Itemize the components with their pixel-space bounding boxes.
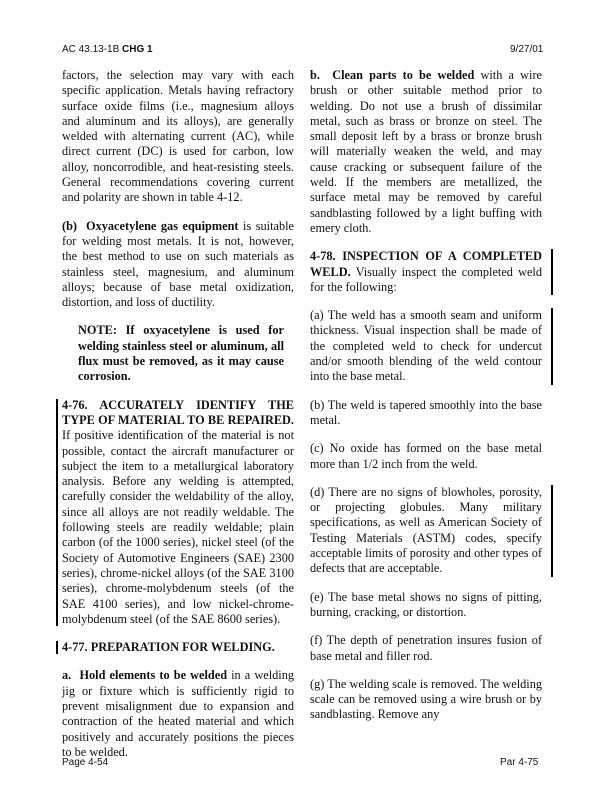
- section-4-78-text: [310, 249, 542, 295]
- section-4-78-heading: 4-78. INSPECTION OF A COMPLETED WELD.: [310, 249, 542, 279]
- item-d: (d) There are no signs of blowholes, porosity, or projecting globules. Many military specifications, as well as American Society of Testing Materials (ASTM) codes, specify acceptable limits of porosity and other types of defects that are acceptable.: [310, 484, 542, 576]
- para-a-body: in a welding jig or fixture which is sufficiently rigid to prevent misalignment due to expansion and contraction of the heated material and which positively and accurately positions the pieces to be welded.: [62, 668, 294, 759]
- header-doc-prefix: AC 43.13-1B: [62, 44, 123, 55]
- footer-page-left: Page 4-54: [62, 757, 109, 768]
- section-4-77-heading: 4-77. PREPARATION FOR WELDING.: [62, 640, 275, 655]
- item-f: (f) The depth of penetration insures fusion of base metal and filler rod.: [310, 633, 542, 663]
- header-doc-change: CHG 1: [122, 44, 153, 55]
- para-b-clean-lead: Clean parts to be welded: [332, 68, 475, 82]
- header-date: 9/27/01: [510, 44, 544, 55]
- para-intro: factors, the selection may vary with each specific application. Metals having refractory surface oxide films (i.e., magnesium alloys and aluminum and its alloys), are generally welded with alternating current (AC), while direct current (DC) is used for carbon, low alloy, noncorrodible, and heat-resisting steels. General recommendations covering current and polarity are shown in table 4-12.: [62, 68, 294, 205]
- para-b-label: (b): [62, 218, 78, 233]
- para-b-lead: Oxyacetylene gas equipment: [86, 218, 239, 233]
- left-column: [62, 68, 294, 773]
- para-b-clean-label: b.: [310, 68, 320, 82]
- item-c: (c) No oxide has formed on the base metal more than 1/2 inch from the weld.: [310, 441, 542, 471]
- item-a-block: [310, 308, 542, 384]
- para-b-body: is suitable for welding most metals. It is not, however, the best method to use on such materials as stainless steel, magnesium, and aluminum alloys; because of base metal oxidization, distortion, and loss of ductility.: [62, 218, 294, 310]
- section-4-77: [62, 640, 294, 655]
- section-4-76-heading: 4-76. ACCURATELY IDENTIFY THE TYPE OF MATERIAL TO BE REPAIRED.: [62, 397, 294, 427]
- section-4-76: [62, 398, 294, 627]
- item-d-block: [310, 485, 542, 577]
- para-b-clean-parts: [310, 68, 542, 236]
- section-4-78-body: Visually inspect the completed weld for the following:: [310, 264, 542, 294]
- section-4-76-text: [62, 398, 294, 627]
- section-4-76-body: If positive identification of the material is not possible, contact the aircraft manufacturer or subject the item to a metallurgical laboratory analysis. Before any welding is attempted, carefully consider the weldability of the alloy, since all alloys are not readily weldable. The following steels are readily weldable; plain carbon (of the 1000 series), nickel steel (of the Society of Automotive Engineers (SAE) 2300 series), chrome-nickel alloys (of the SAE 3100 series), chrome-molybdenum steels (of the SAE 4100 series), and low nickel-chrome-molybdenum steel (of the SAE 8600 series).: [62, 428, 294, 626]
- item-b: (b) The weld is tapered smoothly into the base metal.: [310, 397, 542, 427]
- item-e: (e) The base metal shows no signs of pitting, burning, cracking, or distortion.: [310, 589, 542, 619]
- header-doc-id: [62, 44, 153, 55]
- footer-page-right: Par 4-75: [500, 757, 539, 768]
- para-a-lead: Hold elements to be welded: [79, 668, 228, 683]
- item-a: (a) The weld has a smooth seam and uniform thickness. Visual inspection shall be made of the completed weld to check for undercut and/or smooth blending of the weld contour into the base metal.: [310, 308, 542, 384]
- right-column: [310, 68, 542, 736]
- para-a-hold-elements: [62, 668, 294, 760]
- note-flux: NOTE: If oxyacetylene is used for welding stainless steel or aluminum, all flux must be removed, as it may cause corrosion.: [78, 323, 284, 384]
- item-g: (g) The welding scale is removed. The welding scale can be removed using a wire brush or by sandblasting. Remove any: [310, 676, 542, 722]
- para-b-clean-body: with a wire brush or other suitable method prior to welding. Do not use a brush of dissimilar metal, such as brass or bronze on steel. The small deposit left by a brass or bronze brush will materially weaken the weld, and may cause cracking or subsequent failure of the weld. If the members are metallized, the surface metal may be removed by careful sandblasting followed by a light buffing with emery cloth.: [310, 68, 542, 235]
- para-b-oxyacetylene: [62, 219, 294, 311]
- para-a-label: a.: [62, 668, 72, 683]
- section-4-78: [310, 249, 542, 295]
